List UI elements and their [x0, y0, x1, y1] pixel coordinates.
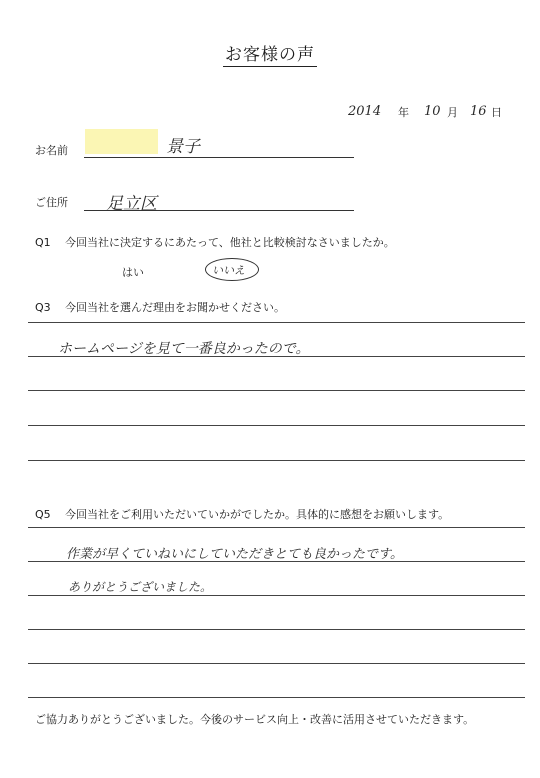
q3-question: Q3 今回当社を選んだ理由をお聞かせください。: [35, 301, 285, 314]
q3-answer-line-5: [28, 460, 525, 461]
q5-question: Q5 今回当社をご利用いただいていかがでしたか。具体的に感想をお願いします。: [35, 508, 450, 521]
date-year: 2014: [348, 104, 382, 119]
name-value: 景子: [166, 137, 200, 157]
q1-option-yes: はい: [122, 266, 144, 279]
footer-note: ご協力ありがとうございました。今後のサービス向上・改善に活用させていただきます。: [35, 713, 475, 726]
date-month-label: 月: [447, 106, 458, 119]
q3-answer-line-2: [28, 356, 525, 357]
redacted-surname-mask: [85, 129, 158, 154]
q5-answer-1: 作業が早くていねいにしていただきとても良かったです。: [66, 547, 403, 562]
q5-answer-2: ありがとうございました。: [68, 580, 213, 594]
q3-answer-line-1: [28, 322, 525, 323]
q5-answer-line-2: [28, 561, 525, 562]
q3-answer-line-3: [28, 390, 525, 391]
address-value: 足立区: [106, 194, 157, 214]
date-day: 16: [470, 104, 487, 119]
q1-question: Q1 今回当社に決定するにあたって、他社と比較検討なさいましたか。: [35, 236, 395, 249]
q1-option-no: いいえ: [212, 264, 245, 277]
name-underline: [84, 157, 354, 158]
q5-answer-line-4: [28, 629, 525, 630]
date-year-label: 年: [398, 106, 409, 119]
q3-answer-line-4: [28, 425, 525, 426]
q5-answer-line-6: [28, 697, 525, 698]
page-title: お客様の声: [225, 45, 315, 65]
name-label: お名前: [35, 144, 68, 157]
date-month: 10: [424, 104, 441, 119]
q3-answer: ホームページを見て一番良かったので。: [58, 341, 310, 357]
date-day-label: 日: [491, 106, 502, 119]
q5-answer-line-3: [28, 595, 525, 596]
address-underline: [84, 210, 354, 211]
q5-answer-line-5: [28, 663, 525, 664]
address-label: ご住所: [35, 196, 68, 209]
q5-answer-line-1: [28, 527, 525, 528]
